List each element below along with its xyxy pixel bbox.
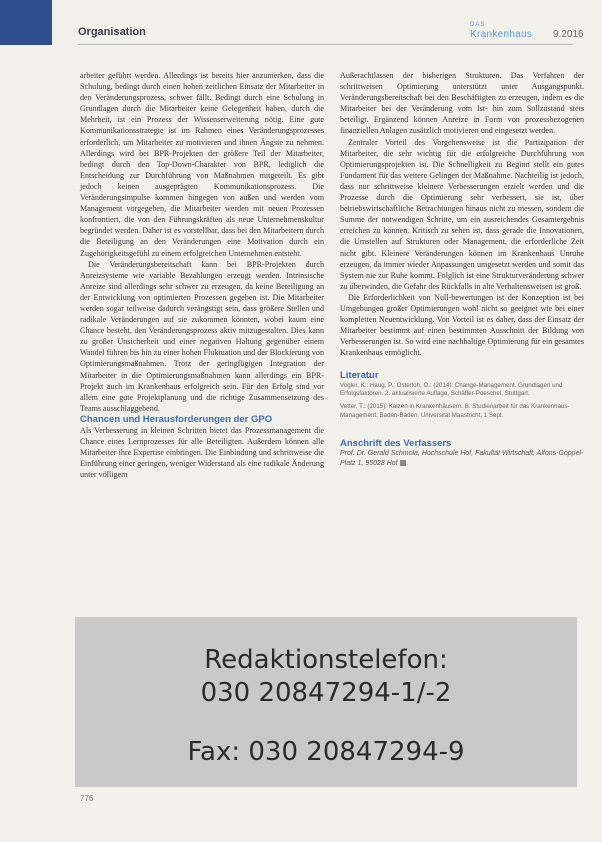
paragraph: Die Veränderungsbereitschaft kann bei BPR-Projekten durch Anreizsysteme wie variable Bezahlungen erzeugt werden. Intrinsische Anreize sind allerdings sehr schwer zu erzeugen, da keine Beteiligung an der Entwicklung von optimierten Prozessen gegeben ist. Die Mitarbeiter werden sogar teilweise dadurch verängstigt sein, dass größere Stellen und radikale Veränderungen auf sie zukommen könnten, wobei kaum eine Chance besteht, den Veränderungsprozess aktiv mitzugestalten. Dies kann zu großer Unsicherheit und einer negativen Haltung gegenüber einem Wandel führen bis hin zu einer hohen Fluktuation und der Blockierung von Optimierungsmaßnahmen. Trotz der geringfügigen Integration der Mitarbeiter in die Optimierungsmaßnahmen kann allerdings ein BPR-Projekt auch im Krankenhaus erfolgreich sein. Für den Erfolg sind vor allem eine gute Projektplanung und die richtige Zusammensetzung des Teams ausschlaggebend.	[80, 259, 324, 413]
right-column	[340, 70, 584, 468]
address-heading: Anschrift des Verfassers	[340, 438, 452, 450]
end-mark-icon	[400, 460, 406, 466]
fax-number: Fax: 030 20847294-9	[187, 737, 465, 767]
address-text: Prof. Dr. Gerald Schmola, Hochschule Hof, Fakultät Wirtschaft, Alfons-Goppel-Platz 1, 95028 Hof	[340, 450, 584, 467]
paragraph: Die Erforderlichkeit von Null-bewertungen ist der Konzeption ist bei Umgebungen großer Optimierungen wohl nicht so geeignet wie bei einer kompletten Neuentwicklung. Von Vorteil ist es daher, dass der Einsatz der Mitarbeiter bestimmt auf einen bestimmten Ausschnitt der Bildung von Verbesserungen ist. So wird eine nachhaltige Optimierung für ein gesamtes Krankenhaus ermöglicht.	[340, 292, 584, 358]
section-heading: Chancen und Herausforderungen der GPO	[80, 413, 273, 425]
journal-logo	[470, 22, 560, 44]
editorial-phone-label: Redaktionstelefon:	[204, 645, 448, 675]
editorial-contact-box	[75, 617, 577, 787]
header-rule	[78, 44, 573, 45]
author-address	[340, 449, 584, 468]
paragraph: Außerachtlassen der bisherigen Strukturen. Das Verfahren der schrittweisen Optimierung unterstützt unter Ausgangspunkt. Veränderungsbereitschaft bei den Beschäftigten zu erzeugen, indem es die Mitarbeiter bei der Veränderung vom Ist- hin zum Sollzustand stets beteiligt. Ergänzend können Anreize in Form von prozessbezogenen finanziellen Anlagen zusätzlich motivieren und eingesetzt werden.	[340, 71, 584, 136]
logo-small-text: DAS	[470, 22, 486, 28]
paragraph: Zentraler Vorteil des Vorgehensweise ist die Partizipation der Mitarbeiter, die sehr wichtig für die erfolgreiche Durchführung von Optimierungsprojekten ist. Die Schnelligkeit zu Beginn stellt ein gutes Fundament für das weitere Gelingen der Maßnahme. Nachteilig ist jedoch, dass nur schrittweise kleinere Verbesserungen erzielt werden und die Prozesse durch die Optimierung sehr verbessert, sie ist, über betriebswirtschaftliche Betrachtungen hinaus nicht zu messen, sondern die Summe der notwendigen Schritte, um ein ausreichendes Gesamtergebnis erreichen zu können. Kritisch zu sehen ist, dass gerade die Innovationen, die Umstellen auf Strukturen oder Management, die erforderliche Zeit nicht gibt. Kleinere Veränderungen können im Krankenhaus Unruhe erzeugen, da immer wieder Anpassungen umgesetzt werden und somit das System nie zur Ruhe kommt. Folglich ist eine Strukturveränderung schwer zu überwinden, die Gefahr des Rückfalls in alte Verhaltensweisen ist groß.	[340, 137, 584, 291]
running-header	[0, 22, 602, 46]
literature-entry: Vogler, K.: Haug, P.: Osterloh, O.: (2014): Change-Management. Grundlagen und Erfolgsfaktoren. 2. aktualisierte Auflage, Schäffer-Poeschel, Stuttgart.	[340, 381, 563, 397]
paragraph: arbeiter geführt werden. Allerdings ist bereits hier anzumerken, dass die Schulung, bedingt durch einen hohen zeitlichen Einsatz der Mitarbeiter in den Veränderungsprozess, schwer fällt. Bedingt durch eine Schulung in Grundlagen durch die Mitarbeiter keine Gelegenheit haben, durch die Mehrheit, ist ein Prozess der Wissenserweiterung nötig. Eine gute Kommunikationsstrategie ist im Rahmen eines Veränderungsprozesses erforderlich, um Mitarbeiter zu motivieren und ihnen Ängste zu nehmen. Allerdings wird bei BPR-Projekten der größere Teil der Mitarbeiter, bedingt durch den Top-Down-Charakter von BPR, lediglich die Entscheidung zur Durchführung von Maßnahmen mitgeteilt. Es gibt jedoch keinen ausgeprägten Kommunikationsprozess. Die Veränderungsimpulse kommen hingegen von außen und werden vom Management vorgegeben, die Mitarbeiter werden mit neuen Prozessen konfrontiert, die von den Führungskräften als neue Unternehmenskultur begründet werden. Daher ist es vorstellbar, dass bei den Mitarbeitern durch die Beteiligung an den Veränderungen eine Motivation durch ein Zugehörigkeitsgefühl zu einem erfolgreichen Unternehmen entsteht.	[80, 71, 324, 258]
paragraph: Als Verbesserung in kleinen Schritten bietet das Prozessmanagement die Chance eines Lernprozesses für alle Beteiligten. Außerdem können alle Mitarbeiter ihre Expertise einbringen. Die Einbindung und schrittweise die Einführung einer geringen, weniger Widerstand als eine radikale Änderung unter völligem	[80, 426, 324, 480]
editorial-phone-number: 030 20847294-1/-2	[200, 678, 452, 708]
section-title: Organisation	[78, 26, 146, 38]
logo-main-text: Krankenhaus	[470, 29, 533, 40]
left-column	[80, 70, 324, 480]
literature-entry: Vetter, T.: (2015): Kaizen in Krankenhäusern. B. Studienarbeit für das Krankenhaus-Management. Baden-Baden. Universität Maastricht, 1 Sept.	[340, 403, 570, 419]
issue-number: 9.2016	[553, 29, 584, 40]
page-number: 776	[80, 794, 94, 803]
literature-heading: Literatur	[340, 370, 379, 382]
